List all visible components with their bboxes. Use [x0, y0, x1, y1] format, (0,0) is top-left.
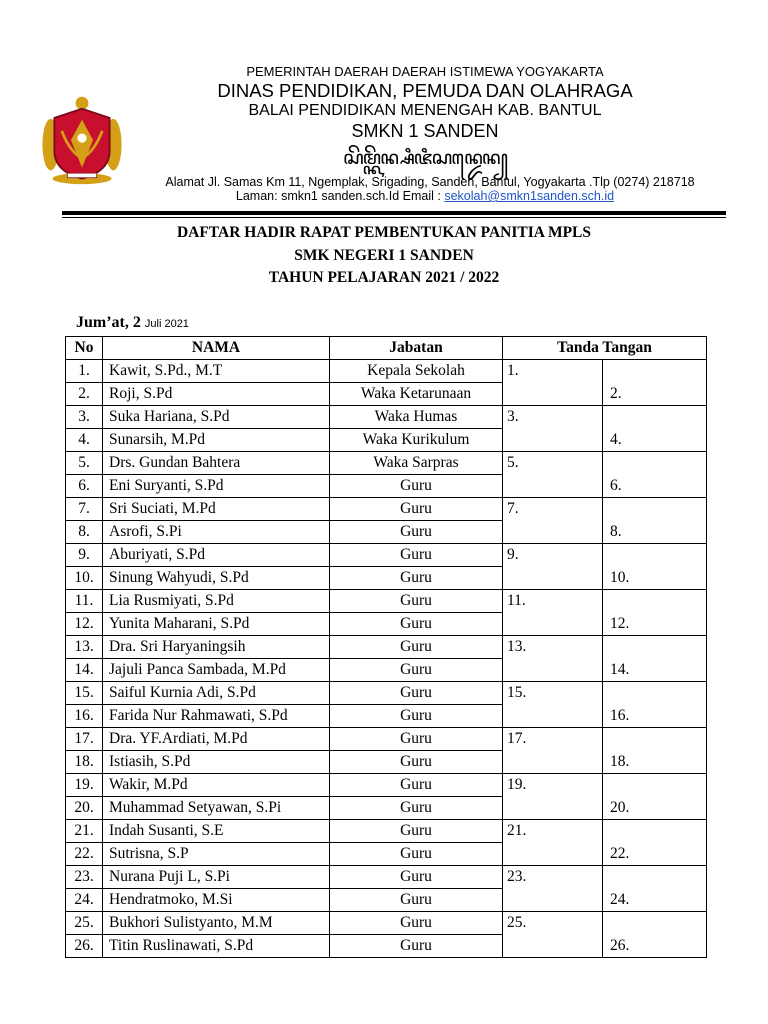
row-number: 11.	[66, 590, 103, 613]
table-row	[66, 360, 707, 383]
row-number: 10.	[66, 567, 103, 590]
signature-number: 19.	[507, 776, 527, 793]
signature-cell[interactable]	[503, 360, 707, 406]
office-line: BALAI PENDIDIKAN MENENGAH KAB. BANTUL	[248, 102, 602, 119]
header-rule-thin	[62, 217, 726, 218]
header-tanda-tangan: Tanda Tangan	[503, 337, 707, 360]
row-name: Hendratmoko, M.Si	[103, 889, 330, 912]
signature-cell[interactable]	[503, 544, 707, 590]
signature-cell[interactable]	[503, 636, 707, 682]
doc-title: DAFTAR HADIR RAPAT PEMBENTUKAN PANITIA MPLS	[176, 224, 592, 241]
signature-number: 23.	[507, 868, 527, 885]
signature-number: 6.	[610, 477, 622, 494]
row-number: 17.	[66, 728, 103, 751]
row-position: Waka Kurikulum	[330, 429, 503, 452]
signature-cell[interactable]	[503, 912, 707, 958]
row-number: 13.	[66, 636, 103, 659]
email-link[interactable]: sekolah@smkn1sanden.sch.id	[444, 189, 615, 203]
table-row	[66, 774, 707, 797]
department-line: DINAS PENDIDIKAN, PEMUDA DAN OLAHRAGA	[217, 80, 633, 101]
signature-divider	[602, 636, 603, 681]
row-position: Guru	[330, 475, 503, 498]
row-name: Istiasih, S.Pd	[103, 751, 330, 774]
row-number: 8.	[66, 521, 103, 544]
signature-number: 13.	[507, 638, 527, 655]
signature-number: 24.	[610, 891, 630, 908]
row-name: Asrofi, S.Pi	[103, 521, 330, 544]
table-row	[66, 728, 707, 751]
table-row	[66, 406, 707, 429]
signature-divider	[602, 912, 603, 957]
row-position: Guru	[330, 567, 503, 590]
row-position: Guru	[330, 728, 503, 751]
table-header-row	[66, 337, 707, 360]
row-name: Indah Susanti, S.E	[103, 820, 330, 843]
table-row	[66, 820, 707, 843]
row-name: Suka Hariana, S.Pd	[103, 406, 330, 429]
row-position: Guru	[330, 521, 503, 544]
signature-cell[interactable]	[503, 590, 707, 636]
row-number: 6.	[66, 475, 103, 498]
row-position: Guru	[330, 498, 503, 521]
header-no: No	[66, 337, 103, 360]
signature-divider	[602, 590, 603, 635]
row-number: 4.	[66, 429, 103, 452]
row-name: Sunarsih, M.Pd	[103, 429, 330, 452]
row-position: Kepala Sekolah	[330, 360, 503, 383]
signature-divider	[602, 820, 603, 865]
row-name: Aburiyati, S.Pd	[103, 544, 330, 567]
signature-number: 12.	[610, 615, 630, 632]
yogyakarta-emblem-icon	[36, 94, 128, 186]
table-row	[66, 912, 707, 935]
web-line	[150, 189, 700, 203]
table-row	[66, 590, 707, 613]
signature-number: 5.	[507, 454, 519, 471]
row-position: Guru	[330, 751, 503, 774]
row-position: Guru	[330, 705, 503, 728]
header-nama: NAMA	[103, 337, 330, 360]
table-row	[66, 544, 707, 567]
signature-number: 9.	[507, 546, 519, 563]
signature-number: 26.	[610, 937, 630, 954]
signature-number: 10.	[610, 569, 630, 586]
row-name: Jajuli Panca Sambada, M.Pd	[103, 659, 330, 682]
row-position: Guru	[330, 912, 503, 935]
signature-number: 8.	[610, 523, 622, 540]
signature-number: 7.	[507, 500, 519, 517]
row-position: Waka Sarpras	[330, 452, 503, 475]
row-position: Waka Humas	[330, 406, 503, 429]
signature-divider	[602, 866, 603, 911]
row-number: 18.	[66, 751, 103, 774]
row-number: 15.	[66, 682, 103, 705]
attendance-table	[65, 336, 707, 958]
signature-number: 16.	[610, 707, 630, 724]
school-name: SMKN 1 SANDEN	[351, 121, 499, 141]
signature-cell[interactable]	[503, 820, 707, 866]
row-position: Guru	[330, 590, 503, 613]
row-name: Roji, S.Pd	[103, 383, 330, 406]
date-rest: Juli 2021	[144, 318, 189, 330]
signature-number: 15.	[507, 684, 527, 701]
javanese-script-line: ꦱꦼꦩ꧀ꦏꦼꦤ꧀ꦱꦶꦗꦶꦱꦤ꧀ꦢꦺꦤ꧀	[342, 147, 508, 169]
doc-subtitle: SMK NEGERI 1 SANDEN	[294, 247, 474, 264]
signature-number: 2.	[610, 385, 622, 402]
signature-cell[interactable]	[503, 866, 707, 912]
row-number: 22.	[66, 843, 103, 866]
row-position: Guru	[330, 820, 503, 843]
row-position: Guru	[330, 774, 503, 797]
row-name: Lia Rusmiyati, S.Pd	[103, 590, 330, 613]
signature-number: 20.	[610, 799, 630, 816]
row-number: 12.	[66, 613, 103, 636]
row-name: Sri Suciati, M.Pd	[103, 498, 330, 521]
table-row	[66, 452, 707, 475]
row-name: Saiful Kurnia Adi, S.Pd	[103, 682, 330, 705]
row-position: Guru	[330, 866, 503, 889]
attendance-body	[66, 360, 707, 958]
row-position: Guru	[330, 935, 503, 958]
row-name: Sutrisna, S.P	[103, 843, 330, 866]
row-name: Drs. Gundan Bahtera	[103, 452, 330, 475]
row-number: 19.	[66, 774, 103, 797]
row-number: 3.	[66, 406, 103, 429]
row-name: Titin Ruslinawati, S.Pd	[103, 935, 330, 958]
signature-number: 22.	[610, 845, 630, 862]
row-number: 14.	[66, 659, 103, 682]
signature-divider	[602, 682, 603, 727]
signature-divider	[602, 360, 603, 405]
row-name: Nurana Puji L, S.Pi	[103, 866, 330, 889]
signature-number: 4.	[610, 431, 622, 448]
signature-cell[interactable]	[503, 498, 707, 544]
row-name: Wakir, M.Pd	[103, 774, 330, 797]
row-name: Eni Suryanti, S.Pd	[103, 475, 330, 498]
row-position: Waka Ketarunaan	[330, 383, 503, 406]
row-position: Guru	[330, 889, 503, 912]
header-jabatan: Jabatan	[330, 337, 503, 360]
table-row	[66, 682, 707, 705]
row-position: Guru	[330, 843, 503, 866]
row-name: Farida Nur Rahmawati, S.Pd	[103, 705, 330, 728]
signature-cell[interactable]	[503, 406, 707, 452]
row-number: 26.	[66, 935, 103, 958]
row-name: Yunita Maharani, S.Pd	[103, 613, 330, 636]
row-position: Guru	[330, 797, 503, 820]
signature-number: 17.	[507, 730, 527, 747]
row-number: 7.	[66, 498, 103, 521]
table-row	[66, 498, 707, 521]
row-number: 24.	[66, 889, 103, 912]
row-name: Dra. Sri Haryaningsih	[103, 636, 330, 659]
signature-number: 25.	[507, 914, 527, 931]
signature-divider	[602, 774, 603, 819]
table-row	[66, 636, 707, 659]
row-name: Bukhori Sulistyanto, M.M	[103, 912, 330, 935]
row-number: 5.	[66, 452, 103, 475]
signature-divider	[602, 452, 603, 497]
row-number: 1.	[66, 360, 103, 383]
signature-number: 1.	[507, 362, 519, 379]
signature-divider	[602, 544, 603, 589]
meeting-date	[76, 314, 189, 332]
signature-number: 18.	[610, 753, 630, 770]
signature-cell[interactable]	[503, 774, 707, 820]
letterhead	[0, 60, 768, 210]
row-position: Guru	[330, 659, 503, 682]
signature-number: 14.	[610, 661, 630, 678]
gov-line: PEMERINTAH DAERAH DAERAH ISTIMEWA YOGYAKARTA	[246, 64, 604, 79]
signature-number: 21.	[507, 822, 527, 839]
row-position: Guru	[330, 636, 503, 659]
signature-number: 11.	[507, 592, 526, 609]
row-position: Guru	[330, 613, 503, 636]
row-name: Kawit, S.Pd., M.T	[103, 360, 330, 383]
doc-year: TAHUN PELAJARAN 2021 / 2022	[268, 269, 500, 286]
signature-number: 3.	[507, 408, 519, 425]
row-position: Guru	[330, 544, 503, 567]
web-prefix: Laman: smkn1 sanden.sch.Id Email :	[235, 189, 445, 203]
address-line: Alamat Jl. Samas Km 11, Ngemplak, Srigading, Sanden, Bantul, Yogyakarta .Tlp (0274) 218718	[165, 175, 695, 189]
row-number: 20.	[66, 797, 103, 820]
row-number: 2.	[66, 383, 103, 406]
row-number: 23.	[66, 866, 103, 889]
row-name: Dra. YF.Ardiati, M.Pd	[103, 728, 330, 751]
row-name: Sinung Wahyudi, S.Pd	[103, 567, 330, 590]
row-number: 25.	[66, 912, 103, 935]
signature-cell[interactable]	[503, 682, 707, 728]
signature-cell[interactable]	[503, 728, 707, 774]
row-position: Guru	[330, 682, 503, 705]
row-number: 9.	[66, 544, 103, 567]
date-day: Jum’at, 2	[76, 314, 141, 331]
signature-divider	[602, 406, 603, 451]
header-rule-thick	[62, 211, 726, 215]
row-number: 21.	[66, 820, 103, 843]
row-name: Muhammad Setyawan, S.Pi	[103, 797, 330, 820]
signature-cell[interactable]	[503, 452, 707, 498]
table-row	[66, 866, 707, 889]
signature-divider	[602, 728, 603, 773]
signature-divider	[602, 498, 603, 543]
row-number: 16.	[66, 705, 103, 728]
